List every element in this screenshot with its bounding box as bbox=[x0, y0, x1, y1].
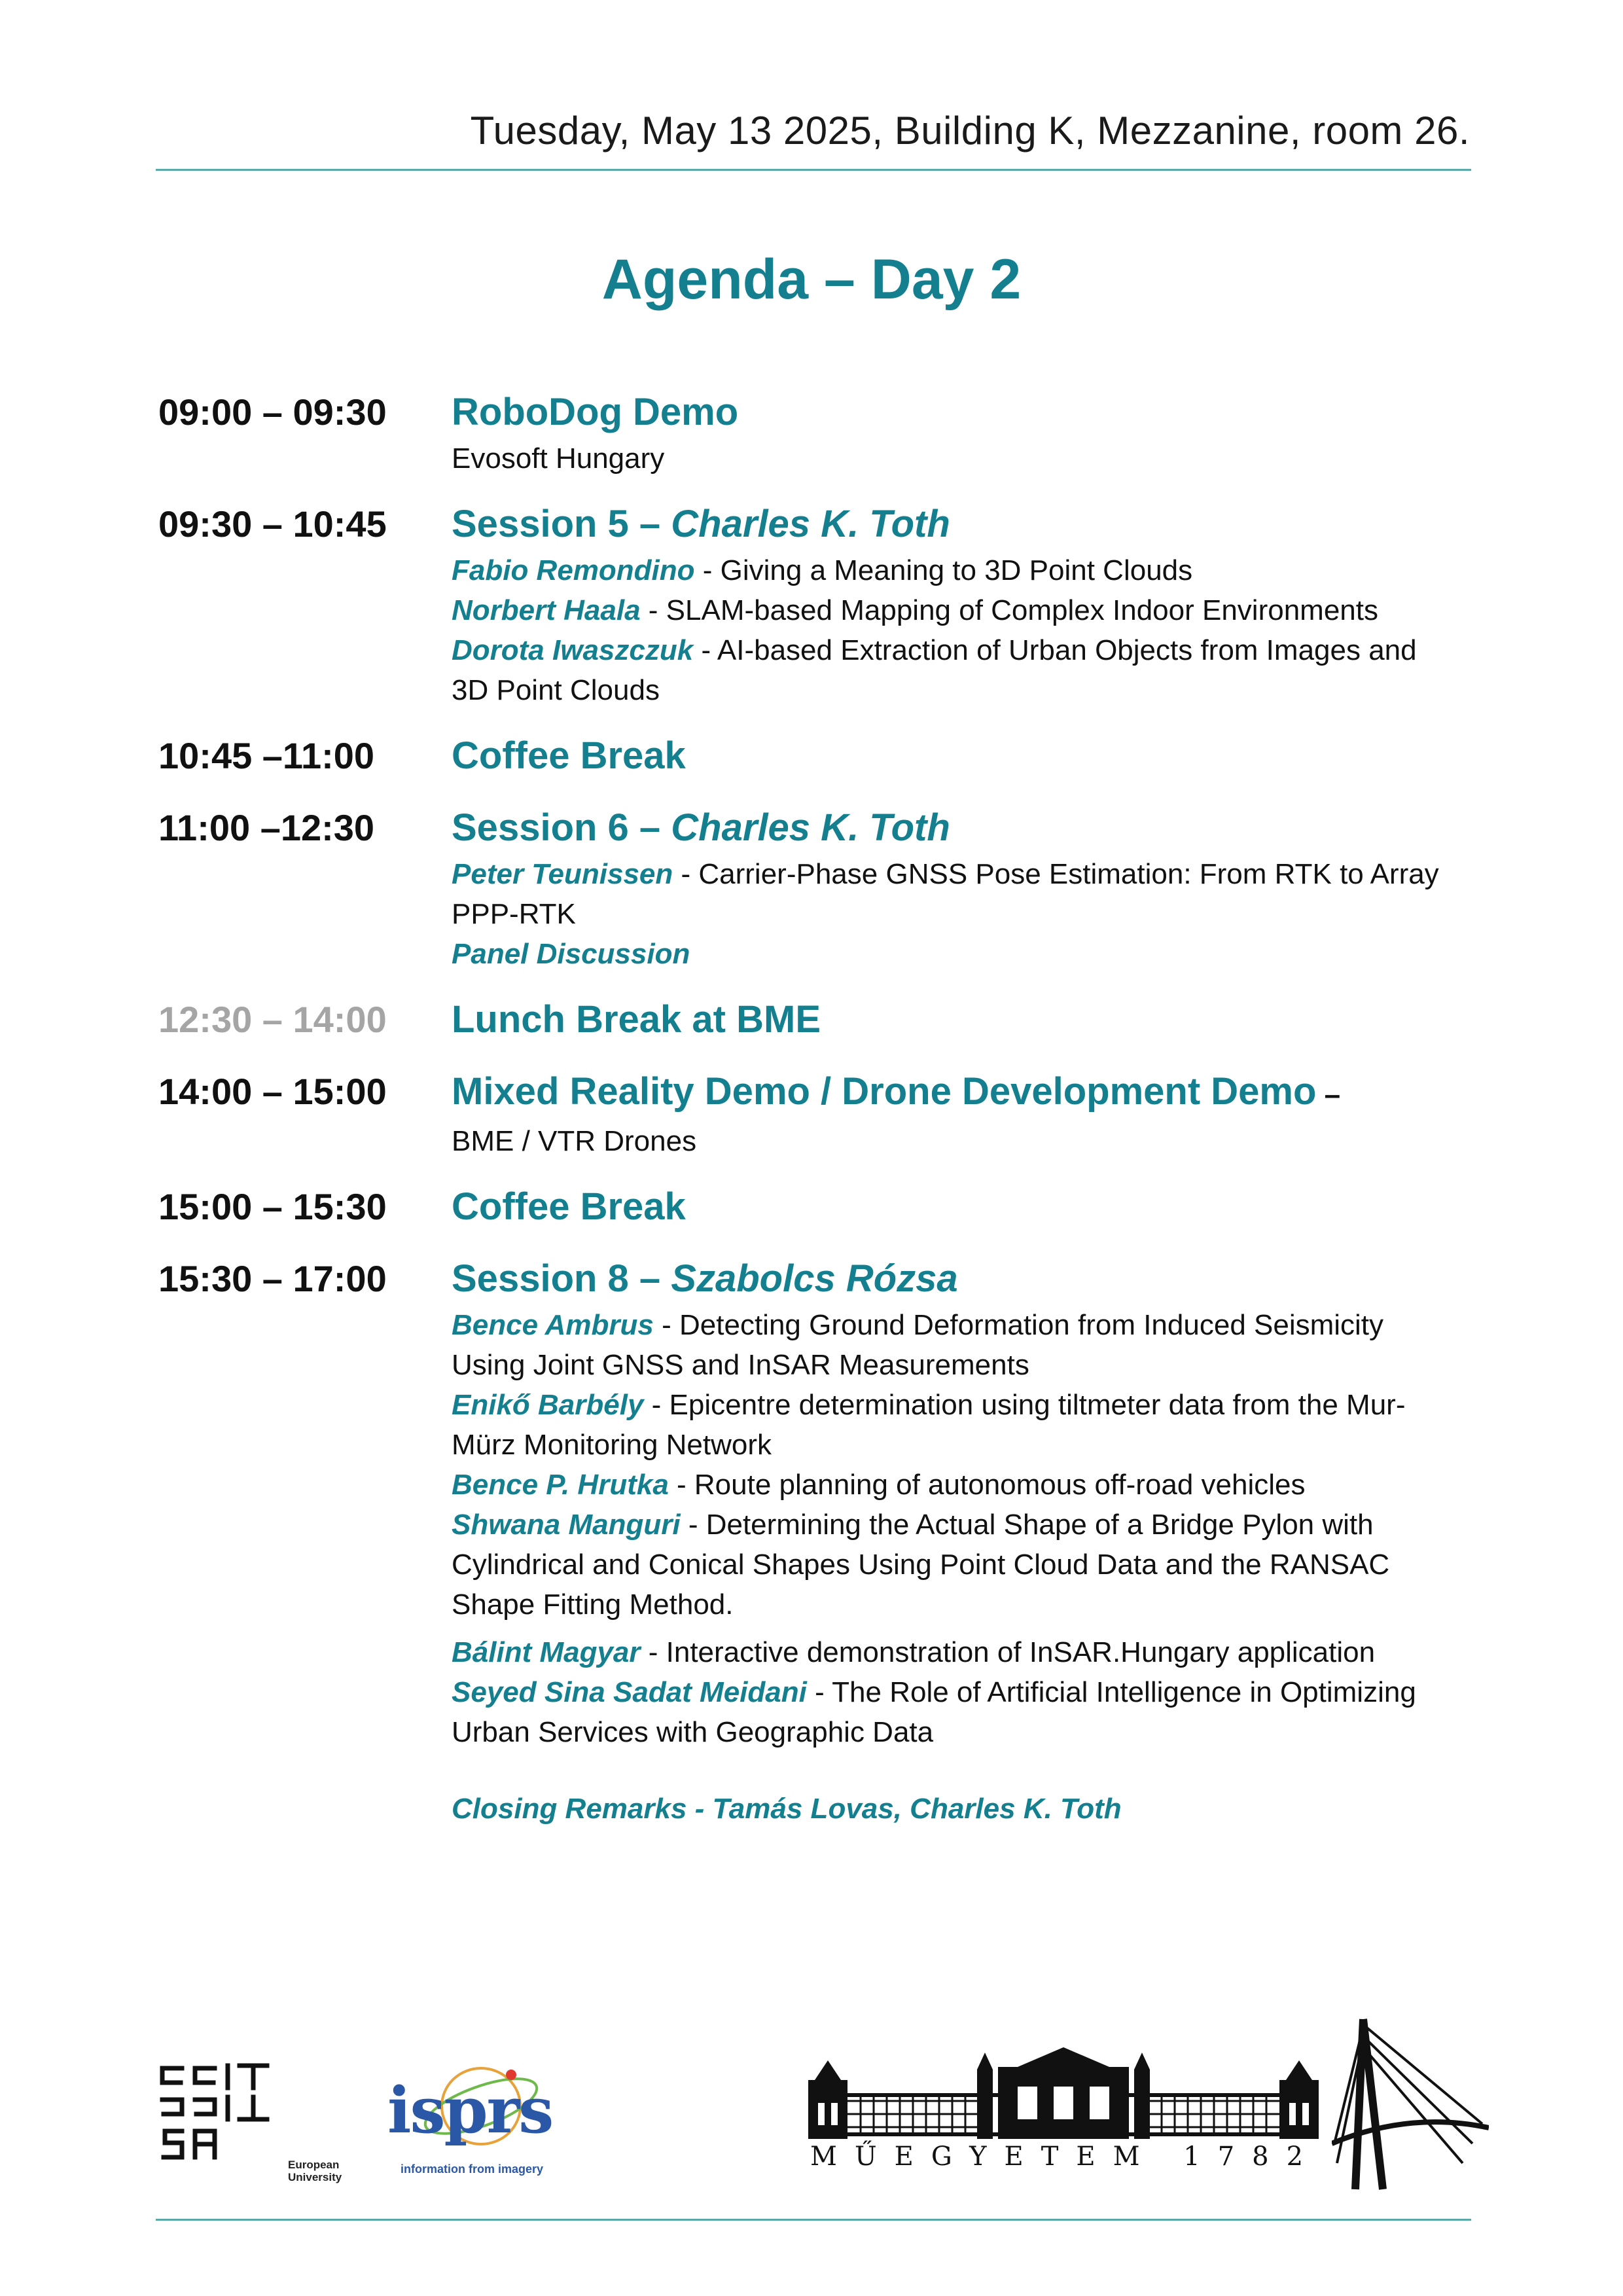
page-header: Tuesday, May 13 2025, Building K, Mezzanine, room 26. bbox=[470, 109, 1470, 152]
speaker-name: Fabio Remondino bbox=[452, 554, 695, 586]
slot-time: 09:30 – 10:45 bbox=[158, 503, 387, 545]
slot-title: RoboDog Demo bbox=[452, 391, 739, 433]
session-chair: Charles K. Toth bbox=[671, 503, 950, 545]
slot-title: Lunch Break at BME bbox=[452, 998, 821, 1041]
talk bbox=[452, 1672, 1453, 1752]
slot-time: 09:00 – 09:30 bbox=[158, 391, 387, 433]
slot-title: Session 6 – Charles K. Toth bbox=[452, 806, 950, 849]
slot-detail: Evosoft Hungary bbox=[452, 442, 665, 475]
agenda-slot bbox=[158, 498, 1467, 710]
talk-title: - AI-based Extraction of Urban Objects from Images and 3D Point Clouds bbox=[452, 634, 1417, 706]
talk-title: - Carrier-Phase GNSS Pose Estimation: From RTK to Array PPP-RTK bbox=[452, 858, 1439, 930]
isprs-wordmark: isprs bbox=[387, 2073, 553, 2147]
agenda-slot bbox=[158, 730, 1467, 782]
speaker-name: Dorota Iwaszczuk bbox=[452, 634, 694, 666]
slot-title: Coffee Break bbox=[452, 1185, 686, 1228]
talk-title: - SLAM-based Mapping of Complex Indoor Environments bbox=[640, 594, 1378, 626]
page-title: Agenda – Day 2 bbox=[601, 248, 1022, 311]
talk-title: - Giving a Meaning to 3D Point Clouds bbox=[694, 554, 1193, 586]
talk bbox=[452, 1632, 1453, 1672]
footer-divider bbox=[156, 2219, 1471, 2221]
slot-title: Coffee Break bbox=[452, 734, 686, 777]
talk-title: - Epicentre determination using tiltmeter data from the Mur-Mürz Monitoring Network bbox=[452, 1389, 1406, 1461]
slot-time: 10:45 –11:00 bbox=[158, 735, 375, 776]
talk bbox=[452, 1385, 1453, 1465]
bme-wordmark: MŰEGYETEM 1782 bbox=[810, 2142, 1321, 2172]
talk-title: - Interactive demonstration of InSAR.Hungary application bbox=[640, 1636, 1376, 1668]
agenda-slot bbox=[158, 1181, 1467, 1233]
slot-time: 11:00 –12:30 bbox=[158, 807, 375, 848]
speaker-name: Panel Discussion bbox=[452, 938, 690, 970]
isprs-tagline: information from imagery bbox=[401, 2162, 544, 2176]
speaker-name: Bence Ambrus bbox=[452, 1309, 654, 1341]
agenda-slot bbox=[158, 1253, 1467, 1829]
slot-detail: BME / VTR Drones bbox=[452, 1125, 697, 1157]
talk bbox=[452, 550, 1453, 590]
talk bbox=[452, 1465, 1453, 1505]
slot-time: 15:00 – 15:30 bbox=[158, 1186, 387, 1227]
talk bbox=[452, 630, 1453, 710]
agenda-list bbox=[158, 386, 1467, 1848]
speaker-name: Seyed Sina Sadat Meidani bbox=[452, 1676, 807, 1708]
eelisa-subtitle: European University bbox=[288, 2159, 342, 2183]
speaker-name: Bálint Magyar bbox=[452, 1636, 641, 1668]
session-chair: Szabolcs Rózsa bbox=[671, 1257, 958, 1300]
talk bbox=[452, 1305, 1453, 1385]
talk-title: - Detecting Ground Deformation from Induced Seismicity Using Joint GNSS and InSAR Measurements bbox=[452, 1309, 1384, 1381]
slot-time: 12:30 – 14:00 bbox=[158, 999, 387, 1040]
speaker-name: Enikő Barbély bbox=[452, 1389, 644, 1421]
talk-title: - Route planning of autonomous off-road vehicles bbox=[668, 1469, 1306, 1501]
bridge-pylon-logo bbox=[1332, 2013, 1489, 2196]
agenda-slot bbox=[158, 1066, 1467, 1161]
agenda-slot bbox=[158, 386, 1467, 478]
talk bbox=[452, 1505, 1453, 1624]
slot-title: Mixed Reality Demo / Drone Development Demo – bbox=[452, 1070, 1341, 1113]
slot-title: Session 5 – Charles K. Toth bbox=[452, 503, 950, 545]
agenda-slot bbox=[158, 994, 1467, 1046]
slot-time: 14:00 – 15:00 bbox=[158, 1071, 387, 1112]
closing-remarks: Closing Remarks - Tamás Lovas, Charles K. Toth bbox=[452, 1793, 1122, 1825]
speaker-name: Norbert Haala bbox=[452, 594, 641, 626]
talk-title: - The Role of Artificial Intelligence in Optimizing Urban Services with Geographic Data bbox=[452, 1676, 1416, 1748]
speaker-name: Peter Teunissen bbox=[452, 858, 673, 890]
talk bbox=[452, 854, 1453, 934]
agenda-slot bbox=[158, 802, 1467, 974]
session-chair: Charles K. Toth bbox=[671, 806, 950, 849]
slot-title: Session 8 – Szabolcs Rózsa bbox=[452, 1257, 958, 1300]
slot-time: 15:30 – 17:00 bbox=[158, 1258, 387, 1299]
talk-title: - Determining the Actual Shape of a Bridge Pylon with Cylindrical and Conical Shapes Using Point Cloud Data and the RANSAC Shape Fitting Method. bbox=[452, 1509, 1390, 1621]
header-divider bbox=[156, 169, 1471, 171]
talk bbox=[452, 590, 1453, 630]
speaker-name: Bence P. Hrutka bbox=[452, 1469, 669, 1501]
speaker-name: Shwana Manguri bbox=[452, 1509, 681, 1541]
talk bbox=[452, 934, 1453, 974]
